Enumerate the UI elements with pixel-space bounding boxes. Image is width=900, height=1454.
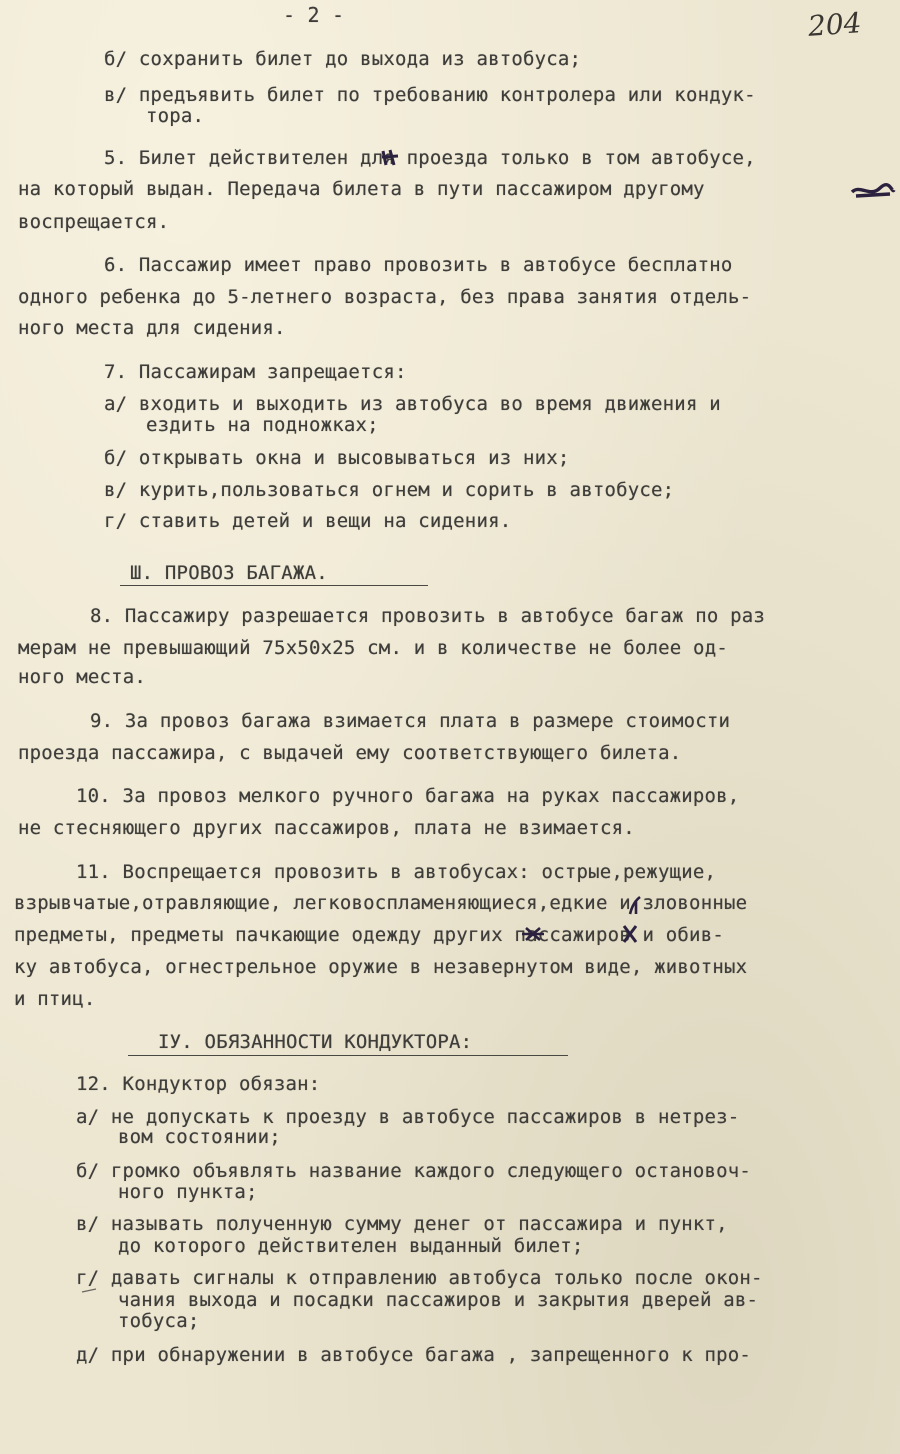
text-line: 5. Билет действителен для проезда только в том автобусе,	[104, 147, 756, 169]
text-line: а/ не допускать к проезду в автобусе пассажиров в нетрез-	[76, 1106, 740, 1128]
text-line: на который выдан. Передача билета в пути пассажиром другому	[18, 178, 705, 200]
section-heading-conductor-duties: IУ. ОБЯЗАННОСТИ КОНДУКТОРА:	[158, 1031, 473, 1053]
section-heading-baggage: Ш. ПРОВОЗ БАГАЖА.	[130, 562, 328, 584]
text-line: 10. За провоз мелкого ручного багажа на руках пассажиров,	[76, 785, 740, 807]
heading-underline	[128, 1055, 568, 1056]
text-line: д/ при обнаружении в автобусе багажа , запрещенного к про-	[76, 1344, 752, 1366]
text-line: а/ входить и выходить из автобуса во время движения и	[104, 393, 721, 415]
text-line: и птиц.	[14, 988, 96, 1010]
text-line: вом состоянии;	[118, 1126, 281, 1148]
text-line: тобуса;	[118, 1310, 200, 1332]
text-line: б/ открывать окна и высовываться из них;	[104, 447, 570, 469]
heading-underline	[120, 585, 428, 586]
page-number: - 2 -	[283, 3, 345, 27]
text-line: б/ сохранить билет до выхода из автобуса;	[104, 48, 582, 70]
text-line: ного места для сидения.	[18, 317, 286, 339]
text-line: взрывчатые,отравляющие, легковоспламеняющиеся,едкие и зловонные	[14, 892, 748, 914]
text-line: мерам не превышающий 75х50х25 см. и в количестве не более од-	[18, 637, 728, 659]
text-line: ездить на подножках;	[146, 414, 379, 436]
text-line: ного пункта;	[118, 1181, 258, 1203]
text-line: чания выхода и посадки пассажиров и закрытия дверей ав-	[118, 1289, 759, 1311]
text-line: 7. Пассажирам запрещается:	[104, 361, 407, 383]
text-line: в/ называть полученную сумму денег от пассажира и пункт,	[76, 1213, 728, 1235]
text-line: 12. Кондуктор обязан:	[76, 1073, 321, 1095]
text-line: 9. За провоз багажа взимается плата в размере стоимости	[90, 710, 731, 732]
text-line: воспрещается.	[18, 211, 170, 233]
ink-correction-mark	[380, 148, 402, 168]
text-line: не стесняющего других пассажиров, плата не взимается.	[18, 817, 635, 839]
ink-correction-mark	[626, 894, 646, 918]
text-line: одного ребенка до 5-летнего возраста, без права занятия отдель-	[18, 286, 752, 308]
ink-strikeout-mark	[850, 180, 896, 204]
ink-correction-mark	[620, 922, 642, 946]
text-line: в/ предъявить билет по требованию контролера или кондук-	[104, 84, 756, 106]
text-line: тора.	[146, 105, 205, 127]
text-line: 6. Пассажир имеет право провозить в автобусе бесплатно	[104, 254, 733, 276]
text-line: г/ давать сигналы к отправлению автобуса только после окон-	[76, 1267, 763, 1289]
text-line: 11. Воспрещается провозить в автобусах: острые,режущие,	[76, 861, 717, 883]
text-line: до которого действителен выданный билет;	[118, 1235, 584, 1257]
text-line: ного места.	[18, 666, 147, 688]
pencil-mark	[80, 1286, 100, 1296]
text-line: ку автобуса, огнестрельное оружие в незавернутом виде, животных	[14, 956, 748, 978]
text-line: б/ громко объявлять название каждого следующего остановоч-	[76, 1160, 752, 1182]
text-line: г/ ставить детей и вещи на сидения.	[104, 510, 512, 532]
archive-page-number: 204	[806, 6, 863, 43]
text-line: 8. Пассажиру разрешается провозить в автобусе багаж по раз	[90, 605, 766, 627]
text-line: предметы, предметы пачкающие одежду других пассажиров и обив-	[14, 924, 724, 946]
text-line: проезда пассажира, с выдачей ему соответствующего билета.	[18, 742, 682, 764]
text-line: в/ курить,пользоваться огнем и сорить в автобусе;	[104, 479, 675, 501]
ink-strikeout-mark	[520, 924, 548, 944]
